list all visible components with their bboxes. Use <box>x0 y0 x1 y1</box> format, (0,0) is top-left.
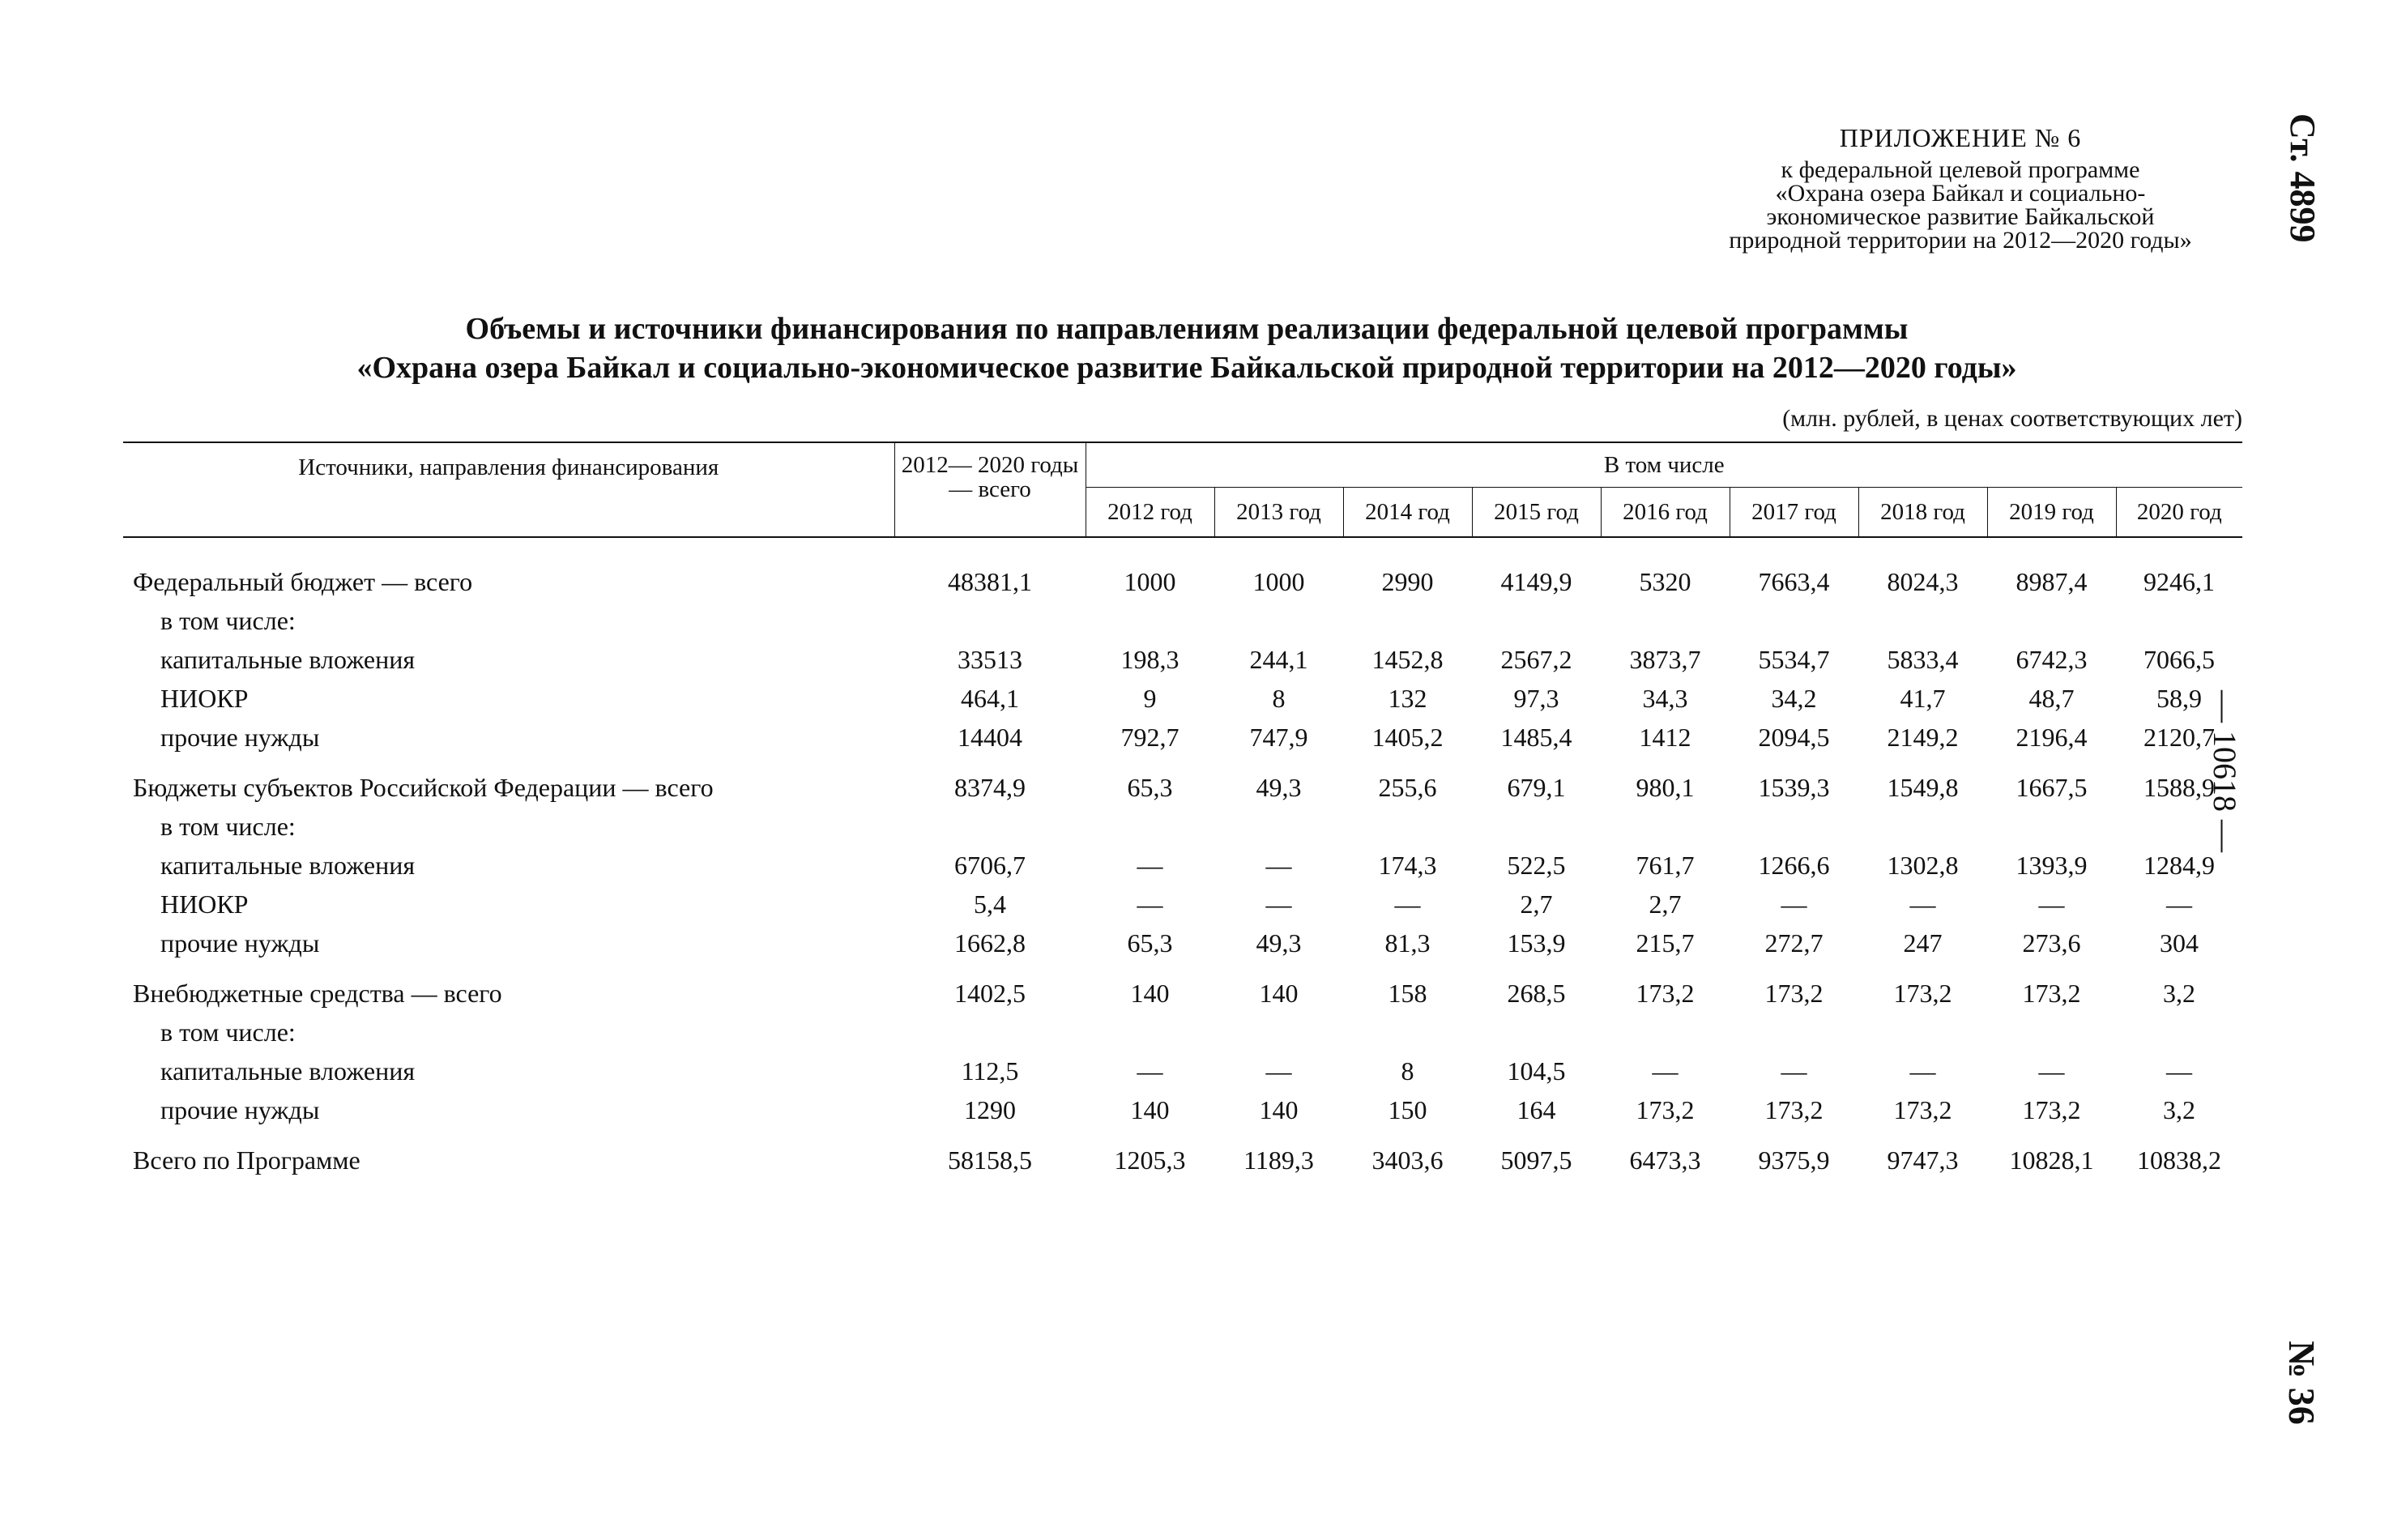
year-value: — <box>2038 1056 2065 1086</box>
year-value: 140 <box>1130 978 1170 1008</box>
year-value: 6742,3 <box>2015 644 2088 674</box>
table-row <box>123 924 2242 962</box>
row-label: в том числе: <box>160 605 296 635</box>
year-value: 1485,4 <box>1500 722 1572 752</box>
header-year: 2020 год <box>2116 488 2242 538</box>
row-label: НИОКР <box>160 889 249 919</box>
header-year: 2017 год <box>1730 488 1858 538</box>
table-row <box>123 807 2242 846</box>
row-total: 1662,8 <box>954 928 1026 958</box>
year-value: 761,7 <box>1636 850 1695 880</box>
year-value <box>1730 807 1858 846</box>
year-value: 48,7 <box>2028 683 2075 713</box>
header-including: В том числе <box>1086 442 2242 488</box>
row-total: 48381,1 <box>948 566 1032 596</box>
year-value <box>1730 1013 1858 1052</box>
year-value <box>1086 807 1214 846</box>
year-value <box>1987 1013 2116 1052</box>
row-label: Всего по Программе <box>133 1145 360 1175</box>
table-row <box>123 768 2242 807</box>
table-row <box>123 1090 2242 1129</box>
year-value: 132 <box>1388 683 1427 713</box>
year-value <box>1601 807 1730 846</box>
year-value <box>2116 807 2242 846</box>
table-row <box>123 1013 2242 1052</box>
year-value: — <box>1265 1056 1292 1086</box>
year-value: 3403,6 <box>1371 1145 1444 1175</box>
year-value: — <box>1265 850 1292 880</box>
year-value <box>1343 1013 1472 1052</box>
year-value: 1549,8 <box>1887 772 1959 802</box>
table-row <box>123 679 2242 718</box>
year-value: 9246,1 <box>2143 566 2216 596</box>
year-value <box>1858 601 1987 640</box>
year-value <box>1601 601 1730 640</box>
financing-table <box>123 442 2242 1180</box>
year-value: 4149,9 <box>1500 566 1572 596</box>
year-value: 7066,5 <box>2143 644 2216 674</box>
year-value <box>1730 601 1858 640</box>
year-value: 10838,2 <box>2137 1145 2222 1175</box>
year-value: 34,2 <box>1771 683 1817 713</box>
appendix-block <box>1653 123 2268 252</box>
year-value: 34,3 <box>1642 683 1688 713</box>
document-title <box>122 309 2252 387</box>
year-value <box>1086 601 1214 640</box>
year-value <box>1214 807 1343 846</box>
year-value: 1266,6 <box>1758 850 1830 880</box>
year-value: 215,7 <box>1636 928 1695 958</box>
year-value: — <box>2166 889 2193 919</box>
table-body <box>123 537 2242 1180</box>
year-value: 1205,3 <box>1114 1145 1186 1175</box>
row-total <box>894 807 1086 846</box>
row-total <box>894 601 1086 640</box>
year-value: — <box>2038 889 2065 919</box>
row-total: 58158,5 <box>948 1145 1032 1175</box>
table-row <box>123 601 2242 640</box>
year-value: 2,7 <box>1520 889 1553 919</box>
year-value: 140 <box>1130 1094 1170 1124</box>
row-label: капитальные вложения <box>160 644 416 674</box>
year-value <box>1343 601 1472 640</box>
year-value: 1284,9 <box>2143 850 2216 880</box>
year-value: 158 <box>1388 978 1427 1008</box>
year-value <box>1601 1013 1730 1052</box>
row-total: 1402,5 <box>954 978 1026 1008</box>
year-value: 1539,3 <box>1758 772 1830 802</box>
year-value: 6473,3 <box>1629 1145 1701 1175</box>
year-value: 522,5 <box>1507 850 1566 880</box>
year-value: 1667,5 <box>2015 772 2088 802</box>
year-value <box>1987 601 2116 640</box>
row-total: 112,5 <box>961 1056 1019 1086</box>
year-value: — <box>1137 850 1163 880</box>
year-value: 1588,9 <box>2143 772 2216 802</box>
year-value: 255,6 <box>1378 772 1437 802</box>
year-value: 2,7 <box>1649 889 1682 919</box>
header-year: 2015 год <box>1472 488 1601 538</box>
units-note: (млн. рублей, в ценах соответствующих лет) <box>1782 405 2242 432</box>
year-value: 173,2 <box>1764 1094 1824 1124</box>
year-value: 244,1 <box>1249 644 1308 674</box>
table-header <box>123 442 2242 537</box>
page-number-label: Ст. 4899 <box>2283 113 2323 243</box>
year-value: 8024,3 <box>1887 566 1959 596</box>
year-value: 173,2 <box>1893 1094 1952 1124</box>
year-value: 1000 <box>1124 566 1176 596</box>
year-value <box>1086 1013 1214 1052</box>
year-value: 1405,2 <box>1371 722 1444 752</box>
row-label: прочие нужды <box>160 1094 320 1124</box>
row-total: 6706,7 <box>954 850 1026 880</box>
year-value: 198,3 <box>1120 644 1179 674</box>
year-value: — <box>1265 889 1292 919</box>
year-value <box>1858 807 1987 846</box>
document-number: — 10618 — <box>2207 690 2243 852</box>
row-label: НИОКР <box>160 683 249 713</box>
year-value: — <box>1909 889 1936 919</box>
table-row <box>123 885 2242 924</box>
year-value: 1393,9 <box>2015 850 2088 880</box>
table-row <box>123 1141 2242 1180</box>
header-year: 2014 год <box>1343 488 1472 538</box>
year-value <box>2116 1013 2242 1052</box>
row-total <box>894 1013 1086 1052</box>
year-value: 5320 <box>1639 566 1691 596</box>
year-value: 747,9 <box>1249 722 1308 752</box>
row-label: Бюджеты субъектов Российской Федерации — всего <box>133 772 714 802</box>
year-value: 247 <box>1903 928 1943 958</box>
year-value: 2567,2 <box>1500 644 1572 674</box>
year-value: 173,2 <box>1893 978 1952 1008</box>
year-value <box>1472 1013 1601 1052</box>
year-value: 81,3 <box>1384 928 1431 958</box>
year-value: 65,3 <box>1127 772 1173 802</box>
year-value: 9747,3 <box>1887 1145 1959 1175</box>
year-value: — <box>1781 889 1807 919</box>
year-value: 173,2 <box>1636 1094 1695 1124</box>
year-value: 150 <box>1388 1094 1427 1124</box>
header-year: 2018 год <box>1858 488 1987 538</box>
row-total: 464,1 <box>961 683 1019 713</box>
year-value: 3,2 <box>2163 978 2196 1008</box>
row-label: капитальные вложения <box>160 1056 416 1086</box>
header-year: 2016 год <box>1601 488 1730 538</box>
header-year: 2013 год <box>1214 488 1343 538</box>
year-value: 2990 <box>1381 566 1434 596</box>
table-row <box>123 1052 2242 1090</box>
year-value: 5534,7 <box>1758 644 1830 674</box>
row-label: Внебюджетные средства — всего <box>133 978 502 1008</box>
row-total: 14404 <box>958 722 1022 752</box>
year-value: — <box>1137 889 1163 919</box>
year-value: 173,2 <box>1636 978 1695 1008</box>
year-value: 8987,4 <box>2015 566 2088 596</box>
year-value <box>1858 1013 1987 1052</box>
year-value: 97,3 <box>1513 683 1559 713</box>
header-source: Источники, направления финансирования <box>123 442 894 537</box>
year-value: 140 <box>1259 1094 1299 1124</box>
year-value: 1000 <box>1252 566 1305 596</box>
year-value <box>1214 601 1343 640</box>
year-value: 2094,5 <box>1758 722 1830 752</box>
year-value: 153,9 <box>1507 928 1566 958</box>
header-total: 2012— 2020 годы — всего <box>894 442 1086 537</box>
year-value: 58,9 <box>2156 683 2203 713</box>
year-value <box>1214 1013 1343 1052</box>
year-value: 1452,8 <box>1371 644 1444 674</box>
header-year: 2019 год <box>1987 488 2116 538</box>
year-value: 1302,8 <box>1887 850 1959 880</box>
year-value <box>1343 807 1472 846</box>
year-value: 8 <box>1272 683 1286 713</box>
year-value: 173,2 <box>2022 1094 2081 1124</box>
year-value: 1412 <box>1639 722 1691 752</box>
year-value: — <box>1652 1056 1679 1086</box>
year-value: — <box>1909 1056 1936 1086</box>
year-value: 2120,7 <box>2143 722 2216 752</box>
year-value: 49,3 <box>1256 772 1302 802</box>
row-label: прочие нужды <box>160 722 320 752</box>
title-line-2: «Охрана озера Байкал и социально-экономическое развитие Байкальской природной территории на 2012—2020 годы» <box>356 351 2017 385</box>
year-value: 5833,4 <box>1887 644 1959 674</box>
year-value: 173,2 <box>1764 978 1824 1008</box>
year-value: 1189,3 <box>1243 1145 1314 1175</box>
year-value <box>1472 601 1601 640</box>
year-value: 5097,5 <box>1500 1145 1572 1175</box>
table-row <box>123 718 2242 757</box>
table-row <box>123 974 2242 1013</box>
year-value: 304 <box>2160 928 2199 958</box>
appendix-line: природной территории на 2012—2020 годы» <box>1729 227 2192 254</box>
row-label: в том числе: <box>160 811 296 841</box>
year-value: 9375,9 <box>1758 1145 1830 1175</box>
year-value <box>1987 807 2116 846</box>
year-value: 65,3 <box>1127 928 1173 958</box>
year-value: 268,5 <box>1507 978 1566 1008</box>
year-value: — <box>2166 1056 2193 1086</box>
appendix-line: «Охрана озера Байкал и социально- <box>1775 180 2146 207</box>
year-value: 49,3 <box>1256 928 1302 958</box>
year-value: 792,7 <box>1120 722 1179 752</box>
row-label: Федеральный бюджет — всего <box>133 566 473 596</box>
row-label: в том числе: <box>160 1017 296 1047</box>
appendix-title: ПРИЛОЖЕНИЕ № 6 <box>1839 123 2082 152</box>
row-total: 33513 <box>958 644 1022 674</box>
year-value: 2149,2 <box>1887 722 1959 752</box>
year-value: 7663,4 <box>1758 566 1830 596</box>
table-row <box>123 562 2242 601</box>
year-value: 173,2 <box>2022 978 2081 1008</box>
year-value: 164 <box>1516 1094 1556 1124</box>
year-value: 104,5 <box>1507 1056 1566 1086</box>
year-value: 174,3 <box>1378 850 1437 880</box>
year-value: 2196,4 <box>2015 722 2088 752</box>
year-value: — <box>1137 1056 1163 1086</box>
year-value: 3,2 <box>2163 1094 2196 1124</box>
appendix-line: экономическое развитие Байкальской <box>1766 203 2155 230</box>
row-total: 8374,9 <box>954 772 1026 802</box>
table-row <box>123 846 2242 885</box>
title-line-1: Объемы и источники финансирования по направлениям реализации федеральной целевой программы <box>465 312 1909 346</box>
year-value: 41,7 <box>1900 683 1946 713</box>
year-value: 140 <box>1259 978 1299 1008</box>
row-total: 1290 <box>964 1094 1016 1124</box>
year-value: 273,6 <box>2022 928 2081 958</box>
year-value: 272,7 <box>1764 928 1824 958</box>
year-value: 679,1 <box>1507 772 1566 802</box>
row-label: капитальные вложения <box>160 850 416 880</box>
year-value <box>2116 601 2242 640</box>
row-label: прочие нужды <box>160 928 320 958</box>
year-value: 10828,1 <box>2009 1145 2094 1175</box>
header-year: 2012 год <box>1086 488 1214 538</box>
table-row <box>123 640 2242 679</box>
year-value: 3873,7 <box>1629 644 1701 674</box>
row-total: 5,4 <box>974 889 1006 919</box>
year-value: 8 <box>1401 1056 1414 1086</box>
issue-number: № 36 <box>2281 1341 2323 1425</box>
year-value: 980,1 <box>1636 772 1695 802</box>
appendix-line: к федеральной целевой программе <box>1781 156 2140 183</box>
year-value <box>1472 807 1601 846</box>
year-value: 9 <box>1143 683 1157 713</box>
year-value: — <box>1394 889 1421 919</box>
year-value: — <box>1781 1056 1807 1086</box>
